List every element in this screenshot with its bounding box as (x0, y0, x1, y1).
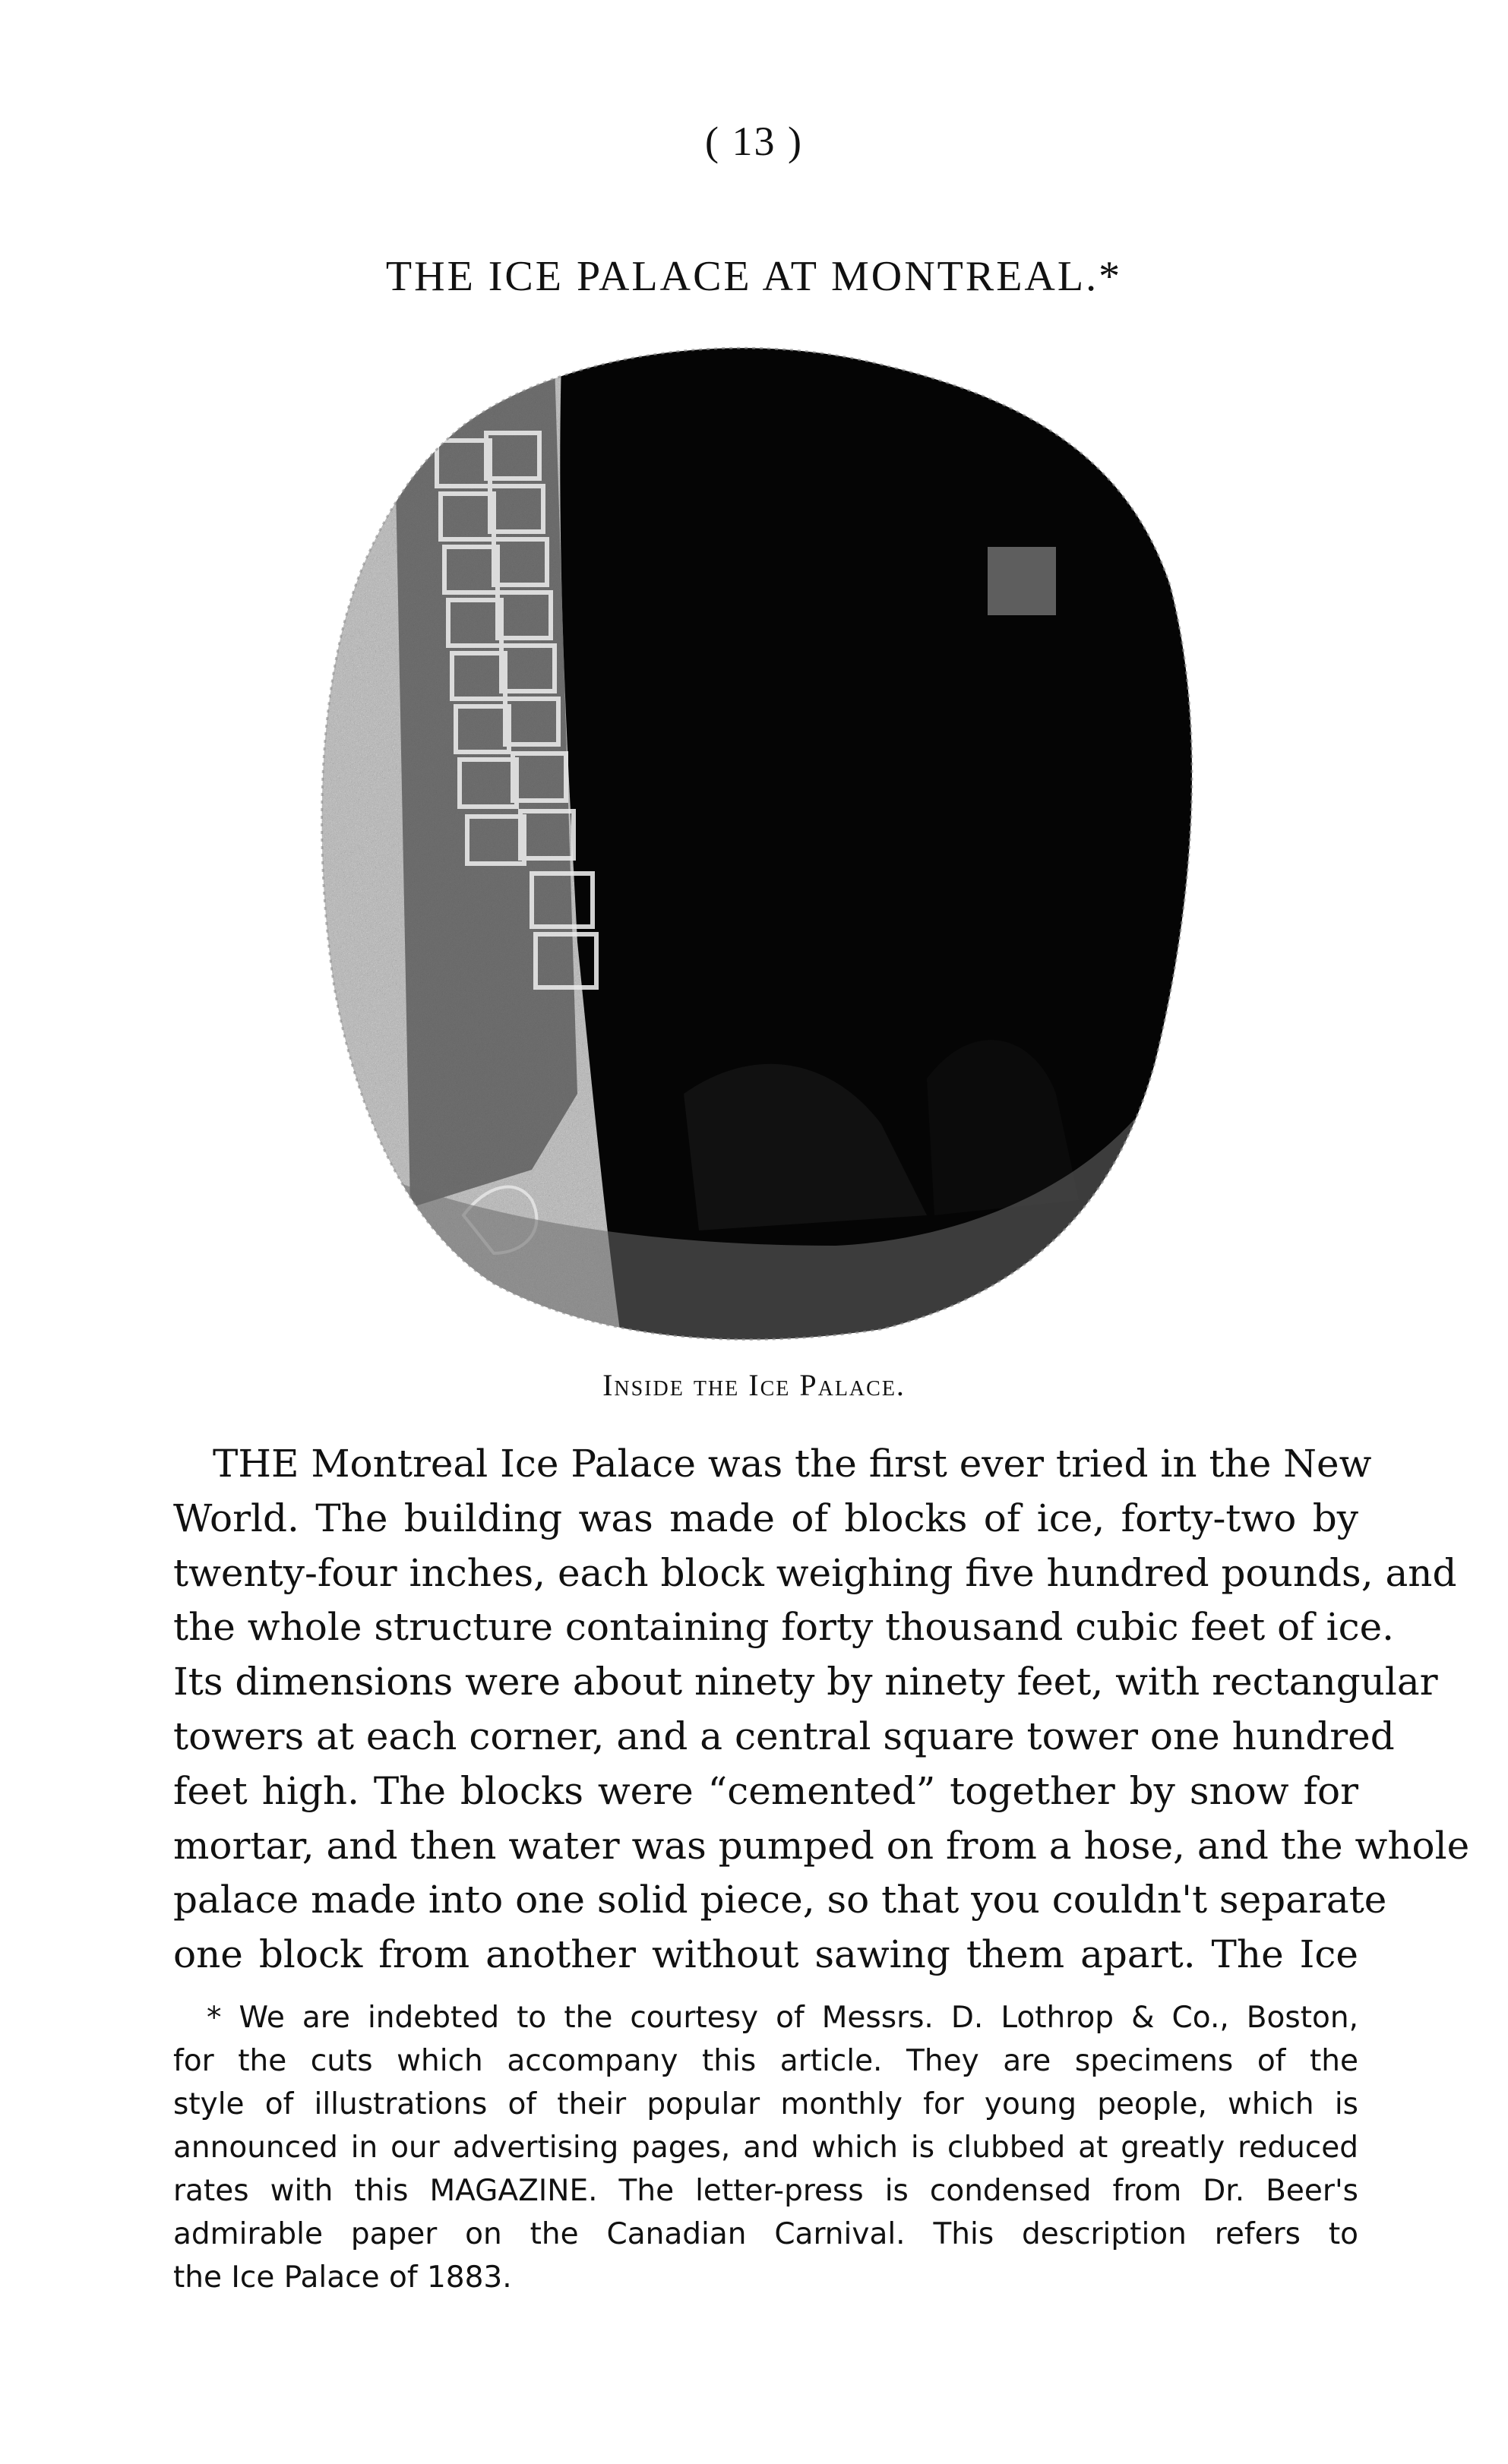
article-body (173, 1437, 1470, 1982)
body-line: THE Montreal Ice Palace was the first ever tried in the New (213, 1442, 1372, 1486)
body-line: the whole structure containing forty thousand cubic feet of ice. (173, 1605, 1395, 1650)
footnote-line: admirable paper on the Canadian Carnival. This description refers to (173, 2217, 1358, 2251)
page-number: ( 13 ) (705, 118, 803, 164)
body-line: towers at each corner, and a central square tower one hundred (173, 1714, 1395, 1758)
footnote-line: style of illustrations of their popular monthly for young people, which is (173, 2087, 1358, 2121)
body-line: twenty-four inches, each block weighing five hundred pounds, and (173, 1550, 1457, 1595)
footnote-line: the Ice Palace of 1883. (173, 2260, 512, 2295)
illustration-caption: Inside the Ice Palace. (602, 1368, 906, 1402)
ice-palace-illustration (304, 334, 1200, 1352)
footnote (173, 1996, 1358, 2299)
body-line: palace made into one solid piece, so that you couldn't separate (173, 1878, 1387, 1922)
footnote-line: * We are indebted to the courtesy of Messrs. D. Lothrop & Co., Boston, (207, 2001, 1358, 2035)
body-line: mortar, and then water was pumped on from a hose, and the whole (173, 1823, 1470, 1868)
footnote-line: rates with this MAGAZINE. The letter-press is condensed from Dr. Beer's (173, 2174, 1358, 2208)
footnote-line: for the cuts which accompany this article. They are specimens of the (173, 2044, 1358, 2078)
body-line: Its dimensions were about ninety by ninety feet, with rectangular (173, 1660, 1438, 1704)
body-line: World. The building was made of blocks of ice, forty-two by (173, 1496, 1358, 1540)
body-line: feet high. The blocks were “cemented” together by snow for (173, 1768, 1358, 1813)
page-title: THE ICE PALACE AT MONTREAL.* (385, 253, 1123, 300)
footnote-line: announced in our advertising pages, and which is clubbed at greatly reduced (173, 2131, 1358, 2165)
body-line: one block from another without sawing them apart. The Ice (173, 1932, 1358, 1977)
engraving-ice-palace-interior-icon (304, 334, 1200, 1352)
